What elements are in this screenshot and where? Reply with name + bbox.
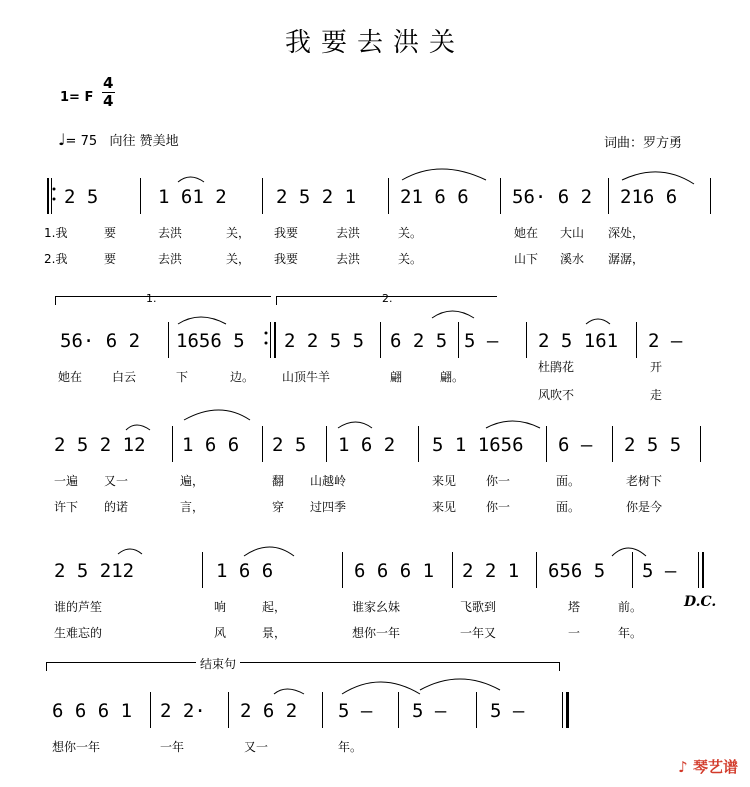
measure-notes: 2 5 161	[538, 330, 619, 352]
repeat-dot	[265, 342, 268, 345]
lyric: 溪水	[560, 252, 585, 266]
measure-notes: 1 6 2	[338, 434, 396, 456]
time-signature-bottom: 4	[103, 92, 114, 110]
slur	[342, 682, 420, 694]
measure-notes: 2 5 212	[54, 560, 135, 582]
lyric: 遍，	[180, 474, 205, 488]
measure-notes: 2 5 2 1	[276, 186, 357, 208]
lyric: 我要	[274, 252, 299, 266]
lyric: 翻	[272, 474, 285, 488]
lyric: 杜鹃花	[538, 360, 575, 374]
lyric: 一年又	[460, 626, 497, 640]
time-signature-top: 4	[103, 74, 114, 92]
lyric: 潺潺，	[608, 252, 645, 266]
measure-notes: 2 2 1	[462, 560, 520, 582]
volta-first-label: 1.	[146, 292, 157, 305]
lyric: 景，	[262, 626, 287, 640]
tempo-value: = 75	[65, 134, 98, 149]
measure-notes: 2 5 5	[624, 434, 682, 456]
lyric: 许下	[54, 500, 79, 514]
measure-notes: 5 –	[412, 700, 447, 722]
slur	[622, 172, 694, 184]
measure-notes: 2 5	[272, 434, 307, 456]
lyric: 去洪	[158, 252, 183, 266]
slur	[184, 410, 250, 420]
lyric: 面。	[556, 500, 581, 514]
slur	[420, 679, 500, 690]
measure-notes: 5 –	[490, 700, 525, 722]
site-logo	[678, 756, 738, 777]
measure-notes: 1656 5	[176, 330, 245, 352]
lyric: 一	[568, 626, 581, 640]
lyric: 想你一年	[52, 740, 101, 754]
lyric: 开	[650, 360, 663, 374]
lyric: 一年	[160, 740, 185, 754]
lyric: 山越岭	[310, 474, 347, 488]
lyric: 来见	[432, 500, 457, 514]
lyric: 你一	[486, 474, 511, 488]
measure-notes: 1 6 6	[182, 434, 240, 456]
credit: 词曲：罗方勇	[604, 136, 683, 151]
lyric: 谁家幺妹	[352, 600, 401, 614]
lyric: 又一	[244, 740, 269, 754]
slur	[244, 547, 294, 556]
lyric: 塔	[568, 600, 581, 614]
measure-notes: 6 2 5	[390, 330, 448, 352]
lyric: 她在	[58, 370, 83, 384]
lyric: 山下	[514, 252, 539, 266]
da-capo-marking: D.C.	[684, 594, 717, 610]
measure-notes: 5 –	[464, 330, 499, 352]
lyric: 翩。	[440, 370, 465, 384]
page-title: 我要去洪关	[284, 28, 465, 58]
lyric: 生难忘的	[54, 626, 103, 640]
lyric: 大山	[560, 226, 585, 240]
repeat-dot	[53, 198, 56, 201]
key-signature: 1= F	[60, 90, 94, 105]
lyric: 山顶牛羊	[282, 370, 331, 384]
lyric: 谁的芦笙	[54, 600, 103, 614]
lyric: 关，	[226, 252, 251, 266]
measure-notes: 6 6 6 1	[52, 700, 133, 722]
measure-notes: 2 2 5 5	[284, 330, 365, 352]
lyric: 走	[650, 388, 663, 402]
lyric: 你是今	[626, 500, 663, 514]
slur	[178, 177, 204, 182]
lyric: 年。	[338, 740, 363, 754]
tempo-expression: 向往 赞美地	[109, 134, 179, 149]
measure-notes: 21 6 6	[400, 186, 469, 208]
slur	[586, 319, 610, 324]
lyric: 面。	[556, 474, 581, 488]
lyric: 要	[104, 252, 117, 266]
lyric: 穿	[272, 500, 285, 514]
slur	[402, 169, 486, 180]
measure-notes: 5 –	[642, 560, 677, 582]
lyric: 风	[214, 626, 227, 640]
lyric: 风吹不	[538, 388, 575, 402]
lyric: 过四季	[310, 500, 347, 514]
lyric: 想你一年	[352, 626, 401, 640]
measure-notes: 1 6 6	[216, 560, 274, 582]
measure-notes: 56· 6 2	[512, 186, 593, 208]
lyric: 白云	[112, 370, 137, 384]
measure-notes: 216 6	[620, 186, 678, 208]
lyric: 去洪	[336, 226, 361, 240]
lyric: 关。	[398, 252, 423, 266]
measure-notes: 2 2·	[160, 700, 206, 722]
lyric: 边。	[230, 370, 255, 384]
measure-notes: 6 6 6 1	[354, 560, 435, 582]
lyric: 1.我	[44, 226, 68, 240]
measure-notes: 5 –	[338, 700, 373, 722]
slur	[432, 311, 474, 318]
lyric: 她在	[514, 226, 539, 240]
lyric: 起，	[262, 600, 287, 614]
lyric: 前。	[618, 600, 643, 614]
lyric: 言，	[180, 500, 205, 514]
measure-notes: 56· 6 2	[60, 330, 141, 352]
slur	[118, 549, 142, 554]
lyric: 老树下	[626, 474, 663, 488]
lyric: 一遍	[54, 474, 79, 488]
lyric: 关。	[398, 226, 423, 240]
lyric: 的诺	[104, 500, 129, 514]
lyric: 你一	[486, 500, 511, 514]
lyric: 去洪	[336, 252, 361, 266]
slur	[486, 421, 540, 428]
lyric: 深处，	[608, 226, 645, 240]
slur	[274, 689, 304, 694]
lyric: 来见	[432, 474, 457, 488]
lyric: 又一	[104, 474, 129, 488]
lyric: 去洪	[158, 226, 183, 240]
measure-notes: 2 5 2 12	[54, 434, 146, 456]
measure-notes: 2 6 2	[240, 700, 298, 722]
volta-second-label: 2.	[382, 292, 393, 305]
repeat-dot	[265, 332, 268, 335]
lyric: 翩	[390, 370, 403, 384]
lyric: 年。	[618, 626, 643, 640]
repeat-dot	[53, 188, 56, 191]
logo-text: 琴艺谱	[692, 758, 738, 776]
coda-label: 结束句	[196, 655, 240, 672]
measure-notes: 656 5	[548, 560, 606, 582]
quarter-note-icon: ♩	[58, 130, 66, 149]
measure-notes: 5 1 1656	[432, 434, 524, 456]
logo-icon: ♪	[678, 758, 688, 776]
measure-notes: 2 5	[64, 186, 99, 208]
lyric: 我要	[274, 226, 299, 240]
lyric: 飞歌到	[460, 600, 497, 614]
slur	[612, 548, 646, 556]
lyric: 下	[176, 370, 189, 384]
lyric: 关，	[226, 226, 251, 240]
slur	[126, 425, 150, 430]
slur	[178, 317, 226, 324]
measure-notes: 2 –	[648, 330, 683, 352]
measure-notes: 1 61 2	[158, 186, 227, 208]
lyric: 响	[214, 600, 227, 614]
lyric: 要	[104, 226, 117, 240]
lyric: 2.我	[44, 252, 68, 266]
slur	[338, 422, 372, 428]
measure-notes: 6 –	[558, 434, 593, 456]
